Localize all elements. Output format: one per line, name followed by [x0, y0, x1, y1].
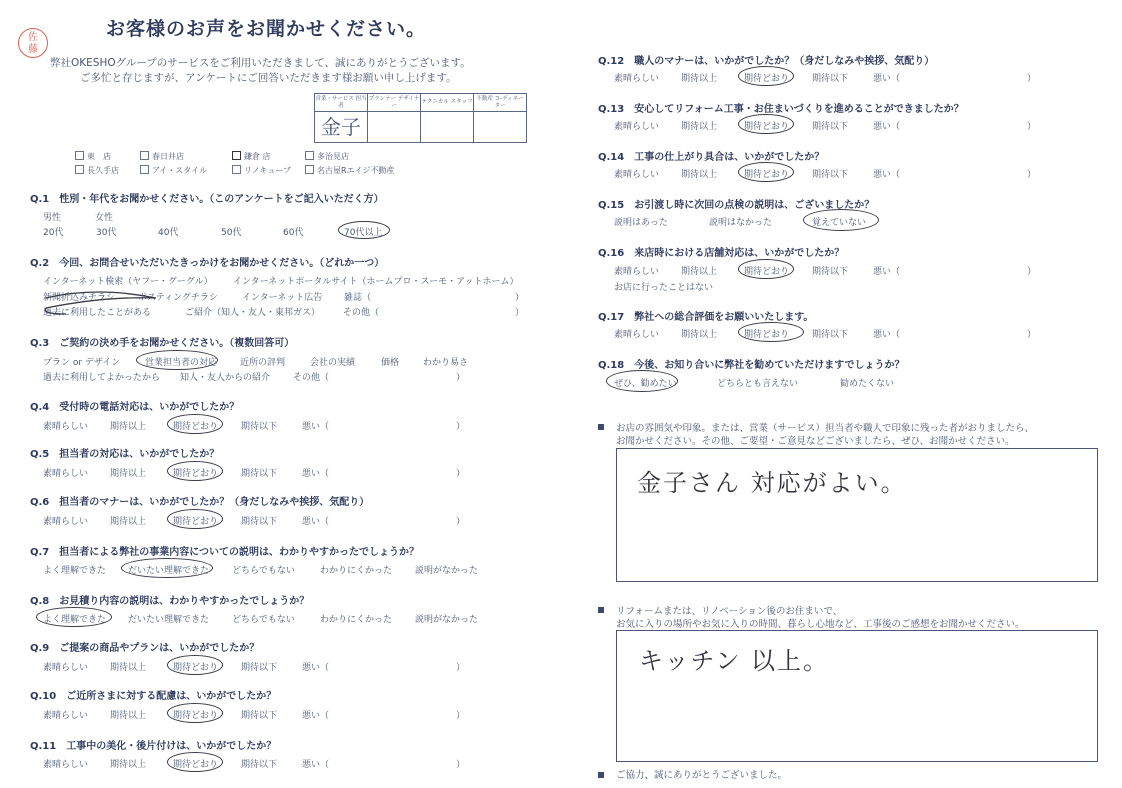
question-15-label: Q.15 お引渡し時に次回の点検の説明は、ございましたか？	[598, 200, 875, 211]
store-option[interactable]: 鎌倉 店	[232, 151, 271, 162]
selection-circle	[167, 461, 223, 481]
section-marker-icon	[598, 607, 604, 613]
q1-option[interactable]: 50代	[221, 228, 242, 238]
selection-circle	[136, 350, 218, 370]
staff-value[interactable]	[368, 112, 421, 143]
q7-option[interactable]: どちらでもない	[232, 566, 295, 576]
rating-option[interactable]: 期待以下	[241, 711, 278, 721]
selection-circle	[606, 370, 678, 392]
rating-option-selected[interactable]: 期待どおり	[173, 469, 219, 479]
rating-option[interactable]: 期待以上	[681, 267, 718, 277]
rating-option[interactable]: 悪い（	[873, 267, 901, 277]
rating-option[interactable]: 期待以上	[110, 422, 147, 432]
rating-option[interactable]: 素晴らしい	[614, 170, 660, 180]
rating-bracket: ）	[456, 711, 466, 721]
q2-option[interactable]: ポスティングチラシ	[138, 293, 218, 303]
rating-option[interactable]: 期待以下	[812, 170, 849, 180]
comment2-box[interactable]	[616, 630, 1098, 762]
q8-option[interactable]: わかりにくかった	[320, 615, 393, 625]
store-option[interactable]: 春日井店	[140, 151, 184, 162]
q1-option-selected[interactable]: 70代以上	[344, 228, 383, 238]
rating-option[interactable]: 期待以下	[241, 760, 278, 770]
rating-option[interactable]: 期待以下	[812, 122, 849, 132]
checkbox-icon	[75, 165, 84, 174]
question-11-label: Q.11 工事中の美化・後片付けは、いかがでしたか？	[30, 741, 277, 752]
q3-option[interactable]: 価格	[381, 358, 400, 368]
rating-option[interactable]: 悪い（	[302, 760, 330, 770]
q3-option[interactable]: その他（	[293, 373, 330, 383]
rating-bracket: ）	[456, 517, 466, 527]
selection-circle	[36, 607, 112, 627]
staff-header: 営業・サービス 担当者	[315, 94, 368, 112]
staff-header: テクニカル スタッフ	[421, 94, 474, 112]
checkbox-icon	[305, 165, 314, 174]
rating-option[interactable]: 素晴らしい	[43, 663, 89, 673]
rating-option[interactable]: 期待以上	[110, 760, 147, 770]
rating-option[interactable]: 素晴らしい	[43, 469, 89, 479]
question-14-label: Q.14 工事の仕上がり具合は、いかがでしたか？	[598, 152, 825, 163]
store-option[interactable]: アイ・スタイル	[140, 165, 207, 176]
rating-option[interactable]: 悪い（	[302, 517, 330, 527]
q8-option-selected[interactable]: よく理解できた	[43, 615, 107, 625]
q3-option[interactable]: 近所の評判	[240, 358, 286, 368]
question-13-label: Q.13 安心してリフォーム工事・お住まいづくりを進めることができましたか？	[598, 104, 964, 115]
selection-circle	[167, 703, 223, 723]
rating-bracket: ）	[1027, 74, 1037, 84]
rating-bracket: ）	[1027, 170, 1037, 180]
question-12-label: Q.12 職人のマナーは、いかがでしたか？（身だしなみや挨拶、気配り）	[598, 56, 935, 67]
q2-option[interactable]: その他（	[343, 308, 380, 318]
q15-option[interactable]: 説明はあった	[614, 218, 668, 228]
q3-option[interactable]: 過去に利用してよかったから	[43, 373, 161, 383]
q1-option[interactable]: 女性	[95, 213, 114, 223]
question-18-label: Q.18 今後、お知り合いに弊社を勧めていただけますでしょうか？	[598, 360, 905, 371]
rating-option[interactable]: 期待以上	[110, 517, 147, 527]
q8-option[interactable]: どちらでもない	[232, 615, 295, 625]
rating-option[interactable]: 期待以上	[681, 330, 718, 340]
rating-bracket: ）	[456, 422, 466, 432]
question-8-label: Q.8 お見積り内容の説明は、わかりやすかったでしょうか？	[30, 596, 310, 607]
rating-option[interactable]: 期待以上	[681, 122, 718, 132]
rating-option[interactable]: 期待以上	[681, 170, 718, 180]
staff-value[interactable]	[474, 112, 527, 143]
selection-circle	[121, 558, 213, 578]
store-option[interactable]: リノキューブ	[232, 165, 291, 176]
checkbox-icon	[232, 151, 241, 160]
rating-option[interactable]: 期待以下	[812, 267, 849, 277]
selection-circle	[167, 752, 223, 772]
section-marker-icon	[598, 424, 604, 430]
rating-option-selected[interactable]: 期待どおり	[744, 74, 790, 84]
q3-option[interactable]: 会社の実績	[310, 358, 356, 368]
rating-option[interactable]: 悪い（	[302, 422, 330, 432]
rating-option[interactable]: 期待以下	[241, 422, 278, 432]
comment2-prompt-1: リフォームまたは、リノベーション後のお住まいで、	[616, 606, 843, 617]
rating-option[interactable]: 悪い（	[302, 469, 330, 479]
rating-option[interactable]: 期待以上	[110, 469, 147, 479]
selection-circle	[738, 114, 794, 134]
q1-option[interactable]: 20代	[43, 228, 64, 238]
q2-option[interactable]: インターネット検索（ヤフー・グーグル）	[43, 277, 213, 287]
question-7-label: Q.7 担当者による弊社の事業内容についての説明は、わかりやすかったでしょうか？	[30, 547, 420, 558]
rating-option[interactable]: 素晴らしい	[43, 422, 89, 432]
staff-value[interactable]	[421, 112, 474, 143]
selection-circle	[738, 66, 794, 86]
q3-option[interactable]: わかり易さ	[423, 358, 469, 368]
q2-bracket: ）	[515, 293, 525, 303]
q8-option[interactable]: 説明がなかった	[415, 615, 479, 625]
q18-option[interactable]: 勧めたくない	[840, 379, 895, 389]
selection-circle	[803, 209, 879, 231]
q3-bracket: ）	[456, 373, 466, 383]
checkbox-icon	[140, 151, 149, 160]
comment2-prompt-2: お気に入りの場所やお気に入りの時間、暮らし心地など、工事後のご感想をお聞かせください。	[616, 619, 1025, 630]
staff-value[interactable]: 金子	[315, 112, 368, 143]
comment1-prompt-1: お店の雰囲気や印象。または、営業（サービス）担当者や職人で印象に残った者がおりましたら、	[616, 423, 1035, 434]
rating-option-selected[interactable]: 期待どおり	[173, 517, 219, 527]
rating-option[interactable]: 期待以上	[681, 74, 718, 84]
rating-option-selected[interactable]: 期待どおり	[173, 711, 219, 721]
staff-table	[314, 93, 527, 143]
rating-option[interactable]: 悪い（	[873, 122, 901, 132]
checkbox-icon	[75, 151, 84, 160]
selection-circle	[167, 414, 223, 434]
question-6-label: Q.6 担当者のマナーは、いかがでしたか？（身だしなみや挨拶、気配り）	[30, 497, 370, 508]
rating-option[interactable]: 期待以上	[110, 663, 147, 673]
section-marker-icon	[598, 772, 604, 778]
question-9-label: Q.9 ご提案の商品やプランは、いかがでしたか？	[30, 643, 260, 654]
question-2-label: Q.2 今回、お問合せいただいたきっかけをお聞かせください。（どれか一つ）	[30, 258, 385, 269]
q15-option-selected[interactable]: 覚えていない	[812, 218, 867, 228]
rating-bracket: ）	[456, 469, 466, 479]
q1-option[interactable]: 40代	[158, 228, 179, 238]
seal-stamp: 佐 藤	[18, 28, 48, 58]
question-10-label: Q.10 ご近所さまに対する配慮は、いかがでしたか？	[30, 691, 277, 702]
selection-circle	[738, 322, 804, 342]
checkbox-icon	[140, 165, 149, 174]
rating-option-selected[interactable]: 期待どおり	[744, 330, 790, 340]
rating-option-selected[interactable]: 期待どおり	[173, 422, 219, 432]
rating-bracket: ）	[1027, 267, 1037, 277]
selection-circle	[738, 259, 794, 279]
rating-option[interactable]: 素晴らしい	[614, 330, 660, 340]
q18-option[interactable]: どちらとも言えない	[717, 379, 799, 389]
q1-option[interactable]: 30代	[96, 228, 117, 238]
selection-circle	[167, 509, 223, 529]
q2-bracket: ）	[515, 308, 525, 318]
rating-bracket: ）	[1027, 122, 1037, 132]
rating-option[interactable]: 素晴らしい	[614, 122, 660, 132]
store-option[interactable]: 東 店	[75, 151, 111, 162]
rating-option[interactable]: 素晴らしい	[43, 711, 89, 721]
q7-option[interactable]: 説明がなかった	[415, 566, 479, 576]
staff-header: プランナー デザイナー	[368, 94, 421, 112]
selection-scribble	[36, 284, 176, 320]
rating-option[interactable]: 悪い（	[302, 663, 330, 673]
intro-line-2: ご多忙と存じますが、アンケートにご回答いただきます様お願い申し上げます。	[80, 72, 457, 84]
q8-option[interactable]: だいたい理解できた	[128, 615, 210, 625]
checkbox-icon	[305, 151, 314, 160]
question-5-label: Q.5 担当者の対応は、いかがでしたか？	[30, 449, 220, 460]
rating-option[interactable]: 期待以上	[110, 711, 147, 721]
comment1-answer: 金子さん 対応がよい。	[637, 469, 907, 497]
rating-option-selected[interactable]: 期待どおり	[173, 760, 219, 770]
question-3-label: Q.3 ご契約の決め手をお聞かせください。（複数回答可）	[30, 338, 295, 349]
rating-option-selected[interactable]: 期待どおり	[744, 122, 790, 132]
question-4-label: Q.4 受付時の電話対応は、いかがでしたか？	[30, 402, 240, 413]
q3-option[interactable]: プラン or デザイン	[43, 358, 121, 368]
q2-option[interactable]: インターネット広告	[242, 293, 323, 303]
rating-option[interactable]: 素晴らしい	[614, 267, 660, 277]
rating-option[interactable]: 悪い（	[873, 170, 901, 180]
store-option[interactable]: 長久手店	[75, 165, 119, 176]
rating-option[interactable]: 悪い（	[873, 330, 901, 340]
q2-option[interactable]: 過去に利用したことがある	[43, 308, 152, 318]
q7-option[interactable]: わかりにくかった	[320, 566, 393, 576]
comment2-answer: キッチン 以上。	[639, 647, 829, 675]
rating-option-selected[interactable]: 期待どおり	[744, 267, 790, 277]
intro-line-1: 弊社OKESHOグループのサービスをご利用いただきまして、誠にありがとうございます。	[50, 57, 471, 69]
q1-option[interactable]: 男性	[43, 213, 62, 223]
rating-option[interactable]: 期待以下	[241, 663, 278, 673]
rating-option[interactable]: 期待以下	[241, 469, 278, 479]
staff-header: 不動産 コ-ディネーター	[474, 94, 527, 112]
rating-bracket: ）	[456, 760, 466, 770]
rating-option[interactable]: 悪い（	[873, 74, 901, 84]
comment1-prompt-2: お聞かせください。その他、ご要望・ご意見などございましたら、ぜひ、お聞かせください。	[616, 436, 1015, 447]
q7-option[interactable]: よく理解できた	[43, 566, 107, 576]
q3-option-selected[interactable]: 営業担当者の対応	[145, 358, 218, 368]
rating-option[interactable]: 悪い（	[302, 711, 330, 721]
store-option[interactable]: 名古屋Rエイジ不動産	[305, 165, 395, 176]
comment1-box[interactable]	[616, 448, 1098, 582]
rating-option[interactable]: 素晴らしい	[43, 760, 89, 770]
rating-option[interactable]: 期待以下	[812, 330, 849, 340]
store-option[interactable]: 多治見店	[305, 151, 349, 162]
rating-bracket: ）	[456, 663, 466, 673]
q3-option[interactable]: 知人・友人からの紹介	[180, 373, 271, 383]
q2-option[interactable]: インターネットポータルサイト（ホームプロ・スーモ・アットホーム）	[233, 277, 519, 287]
selection-circle	[167, 655, 223, 675]
q2-option[interactable]: 新聞折込みチラシ	[43, 293, 116, 303]
q2-option[interactable]: 雑誌（	[344, 293, 372, 303]
footer-thanks: ご協力、誠にありがとうございました。	[616, 770, 788, 781]
question-16-label: Q.16 来店時における店舗対応は、いかがでしたか？	[598, 248, 845, 259]
page-title: お客様のお声をお聞かせください。	[106, 18, 427, 40]
selection-circle	[338, 221, 390, 239]
rating-option-selected[interactable]: 期待どおり	[173, 663, 219, 673]
question-17-label: Q.17 弊社への総合評価をお願いいたします。	[598, 312, 814, 323]
q7-option-selected[interactable]: だいたい理解できた	[128, 566, 210, 576]
rating-option[interactable]: 期待以下	[812, 74, 849, 84]
rating-option[interactable]: 素晴らしい	[614, 74, 660, 84]
rating-option[interactable]: 素晴らしい	[43, 517, 89, 527]
selection-circle	[738, 162, 794, 182]
rating-bracket: ）	[1027, 330, 1037, 340]
rating-option-selected[interactable]: 期待どおり	[744, 170, 790, 180]
checkbox-icon	[232, 165, 241, 174]
question-1-label: Q.1 性別・年代をお聞かせください。（このアンケートをご記入いただく方）	[30, 194, 384, 205]
q1-option[interactable]: 60代	[283, 228, 304, 238]
q16-option[interactable]: お店に行ったことはない	[614, 283, 714, 293]
q2-option[interactable]: ご紹介（知人・友人・東邦ガス）	[185, 308, 321, 318]
q15-option[interactable]: 説明はなかった	[709, 218, 773, 228]
q18-option-selected[interactable]: ぜひ、勧めたい	[614, 379, 677, 389]
rating-option[interactable]: 期待以下	[241, 517, 278, 527]
